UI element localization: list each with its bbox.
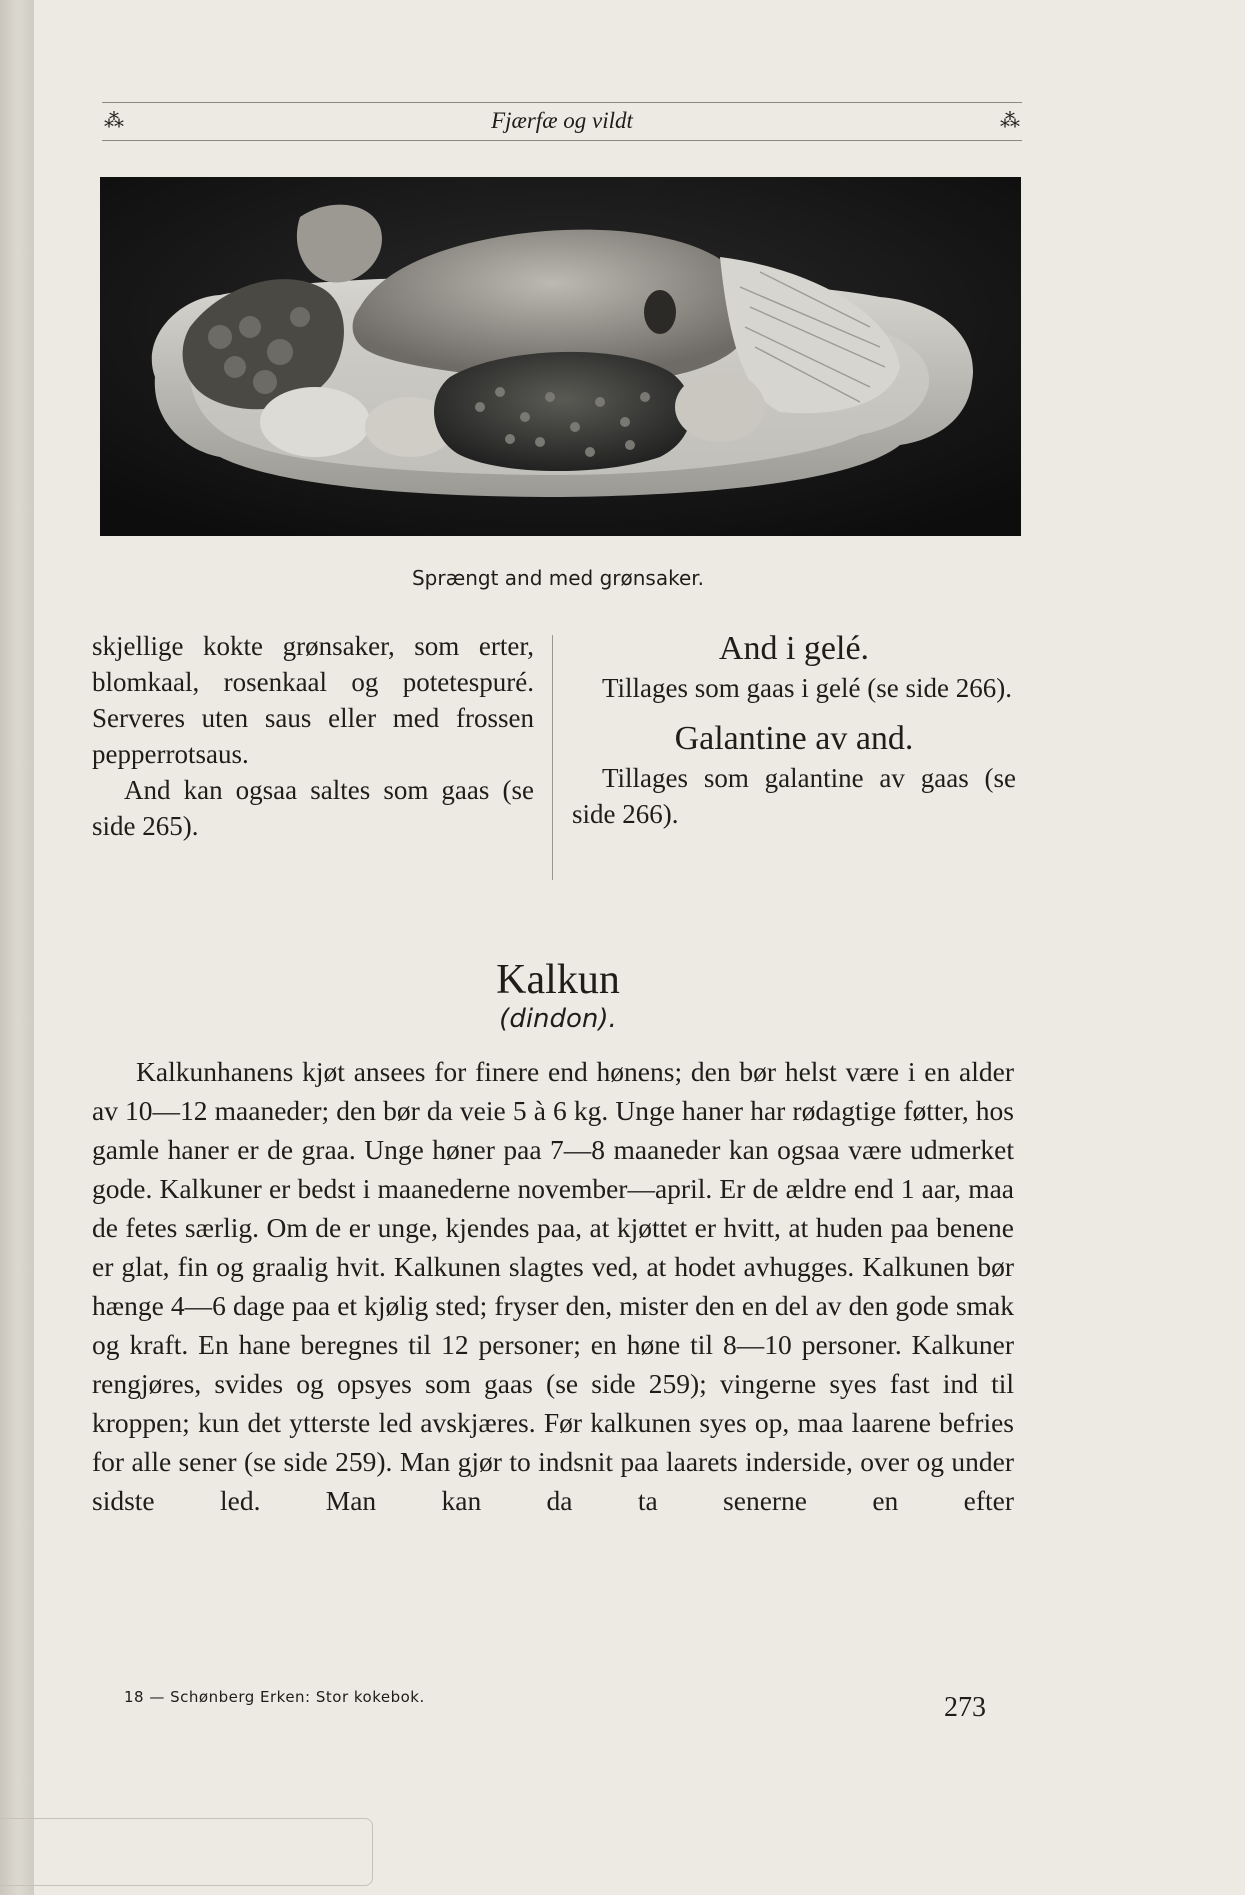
- header-rule-top: [102, 102, 1022, 103]
- right-column: [572, 628, 1016, 832]
- ornament-left: ⁂: [104, 110, 124, 132]
- kalkun-paragraph: Kalkunhanens kjøt ansees for finere end hønens; den bør helst være i en alder av 10—12 maaneder; den bør da veie 5 à 6 kg. Unge haner har rødagtige føtter, hos gamle haner er de graa. Unge høner paa 7—8 maaneder kan ogsaa være udmerket gode. Kalkuner er bedst i maanederne november—april. Er de ældre end 1 aar, maa de fetes særlig. Om de er unge, kjendes paa, at kjøttet er hvitt, at huden paa benene er glat, fin og graalig hvit. Kalkunen slagtes ved, at hodet avhugges. Kalkunen bør hænge 4—6 dage paa et kjølig sted; fryser den, mister den en del av den gode smak og kraft. En hane beregnes til 12 personer; en høne til 8—10 personer. Kalkuner rengjøres, svides og opsyes som gaas (se side 259); vingerne syes fast ind til kroppen; kun det ytterste led avskjæres. Før kalkunen syes op, maa laarene befries for alle sener (se side 259). Man gjør to indsnit paa laarets inderside, over og under sidste led. Man kan da ta senerne en efter: [92, 1056, 1014, 1516]
- heading-galantine: Galantine av and.: [674, 720, 914, 757]
- header-title: Fjærfæ og vildt: [491, 108, 633, 133]
- duck-leg-shadow: [644, 290, 676, 334]
- column-divider: [552, 635, 553, 880]
- cauliflower-left: [260, 387, 370, 457]
- photo-illustration: [100, 177, 1021, 536]
- kalkun-body: [92, 1052, 1014, 1520]
- running-header: [102, 102, 1022, 142]
- text-galantine: Tillages som galantine av gaas (se side 266).: [572, 763, 1016, 829]
- duck-with-vegetables-photo: [100, 177, 1021, 536]
- ornament-right: ⁂: [1000, 110, 1020, 132]
- cauliflower-right: [675, 372, 765, 442]
- section-subtitle: (dindon).: [499, 1004, 617, 1034]
- text-and-i-gele: Tillages som gaas i gelé (se side 266).: [602, 673, 1012, 703]
- page-tab: [0, 1818, 373, 1886]
- left-column: [92, 628, 534, 844]
- heading-and-i-gele: And i gelé.: [718, 630, 870, 667]
- footer-signature: 18 — Schønberg Erken: Stor kokebok.: [124, 1688, 425, 1706]
- left-paragraph-1: skjellige kokte grønsaker, som erter, blomkaal, rosenkaal og potetespuré. Serveres uten saus eller med frossen pepperrotsaus.: [92, 631, 534, 769]
- book-spine: [0, 0, 34, 1895]
- peas: [434, 352, 691, 471]
- header-rule-bottom: [102, 140, 1022, 141]
- left-paragraph-2: And kan ogsaa saltes som gaas (se side 265).: [92, 775, 534, 841]
- photo-caption: Sprængt and med grønsaker.: [411, 566, 705, 590]
- section-title: Kalkun: [496, 957, 620, 1003]
- page-number: 273: [944, 1692, 986, 1723]
